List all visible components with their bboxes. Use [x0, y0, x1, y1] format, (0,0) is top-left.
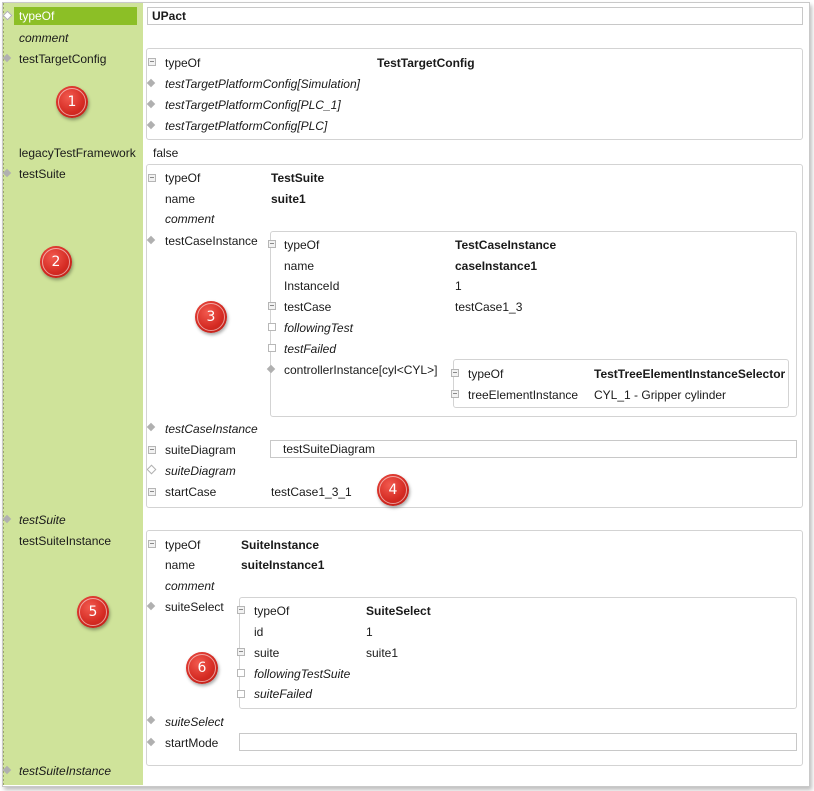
- legacy-test-framework-value[interactable]: false: [153, 146, 179, 160]
- start-mode-label: startMode: [165, 736, 219, 750]
- test-case-instance-add-label[interactable]: testCaseInstance: [165, 422, 258, 436]
- left-column: [3, 3, 143, 785]
- typeof-label: typeOf: [165, 538, 201, 552]
- expand-icon[interactable]: [237, 606, 245, 614]
- typeof-value[interactable]: TestCaseInstance: [455, 238, 557, 252]
- suite-diagram-field[interactable]: [270, 440, 797, 458]
- tree-element-instance-value[interactable]: CYL_1 - Gripper cylinder: [594, 388, 727, 402]
- typeof-label: typeOf: [165, 56, 201, 70]
- typeof-label: typeOf: [284, 238, 320, 252]
- typeof-selected[interactable]: [14, 7, 137, 25]
- expand-icon[interactable]: [451, 369, 459, 377]
- typeof-label: typeOf: [19, 9, 55, 23]
- suite-select-box: [239, 597, 797, 709]
- optional-icon[interactable]: [268, 344, 276, 352]
- instance-id-value[interactable]: 1: [455, 279, 462, 293]
- expand-icon[interactable]: [451, 390, 459, 398]
- instance-id-label: InstanceId: [284, 279, 340, 293]
- typeof-label: typeOf: [468, 367, 504, 381]
- marker-5: 5: [77, 596, 109, 628]
- suite-select-label: suiteSelect: [165, 600, 224, 614]
- suite-diagram-add-label[interactable]: suiteDiagram: [165, 464, 236, 478]
- test-failed-label[interactable]: testFailed: [284, 342, 337, 356]
- platform-config-item[interactable]: testTargetPlatformConfig[PLC]: [165, 119, 328, 133]
- platform-config-item[interactable]: testTargetPlatformConfig[Simulation]: [165, 77, 360, 91]
- tree-element-instance-label: treeElementInstance: [468, 388, 579, 402]
- following-test-label[interactable]: followingTest: [284, 321, 353, 335]
- marker-6: 6: [186, 652, 218, 684]
- expand-icon[interactable]: [268, 240, 276, 248]
- suite-diagram-value: testSuiteDiagram: [283, 442, 376, 456]
- case-instance-name-value[interactable]: caseInstance1: [455, 259, 538, 273]
- expand-icon[interactable]: [237, 648, 245, 656]
- name-label: name: [284, 259, 315, 273]
- following-test-suite-label[interactable]: followingTestSuite: [254, 667, 351, 681]
- test-target-config-label[interactable]: testTargetConfig: [19, 52, 107, 66]
- typeof-value[interactable]: TestTargetConfig: [377, 56, 475, 70]
- optional-icon[interactable]: [237, 690, 245, 698]
- suite-label: suite: [254, 646, 280, 660]
- typeof-label: typeOf: [165, 171, 201, 185]
- expand-icon[interactable]: [148, 488, 156, 496]
- typeof-value[interactable]: TestTreeElementInstanceSelector: [594, 367, 786, 381]
- comment-label[interactable]: comment: [19, 31, 69, 45]
- comment-label[interactable]: comment: [165, 579, 215, 593]
- suite-instance-name-value[interactable]: suiteInstance1: [241, 558, 325, 572]
- marker-1: 1: [56, 86, 88, 118]
- suite-value[interactable]: suite1: [366, 646, 399, 660]
- optional-icon[interactable]: [237, 669, 245, 677]
- expand-icon[interactable]: [148, 540, 156, 548]
- suite-name-value[interactable]: suite1: [271, 192, 306, 206]
- test-suite-add-label[interactable]: testSuite: [19, 513, 66, 527]
- suite-diagram-label: suiteDiagram: [165, 443, 236, 457]
- expand-icon[interactable]: [148, 174, 156, 182]
- expand-icon[interactable]: [148, 446, 156, 454]
- platform-config-item[interactable]: testTargetPlatformConfig[PLC_1]: [165, 98, 341, 112]
- typeof-value[interactable]: TestSuite: [271, 171, 325, 185]
- suite-failed-label[interactable]: suiteFailed: [254, 687, 313, 701]
- name-value: UPact: [152, 9, 187, 23]
- test-suite-instance-add-label[interactable]: testSuiteInstance: [19, 764, 112, 778]
- typeof-value[interactable]: SuiteSelect: [366, 604, 431, 618]
- optional-icon[interactable]: [268, 323, 276, 331]
- id-value[interactable]: 1: [366, 625, 373, 639]
- name-label: name: [165, 558, 196, 572]
- suite-select-add-label[interactable]: suiteSelect: [165, 715, 224, 729]
- controller-instance-label: controllerInstance[cyl<CYL>]: [284, 363, 438, 377]
- marker-2: 2: [40, 246, 72, 278]
- legacy-test-framework-label[interactable]: legacyTestFramework: [19, 146, 136, 160]
- test-case-label: testCase: [284, 300, 332, 314]
- marker-4: 4: [377, 474, 409, 506]
- start-mode-field[interactable]: [239, 733, 797, 751]
- expand-icon[interactable]: [268, 302, 276, 310]
- comment-label[interactable]: comment: [165, 212, 215, 226]
- test-case-instance-label: testCaseInstance: [165, 234, 258, 248]
- marker-3: 3: [195, 301, 227, 333]
- test-suite-instance-label[interactable]: testSuiteInstance: [19, 534, 112, 548]
- typeof-label: typeOf: [254, 604, 290, 618]
- test-suite-label[interactable]: testSuite: [19, 167, 66, 181]
- start-case-value[interactable]: testCase1_3_1: [271, 485, 352, 499]
- name-label: name: [165, 192, 196, 206]
- id-label: id: [254, 625, 264, 639]
- expand-icon[interactable]: [148, 58, 156, 66]
- start-case-label: startCase: [165, 485, 217, 499]
- test-case-value[interactable]: testCase1_3: [455, 300, 523, 314]
- name-input[interactable]: [147, 7, 803, 25]
- typeof-value[interactable]: SuiteInstance: [241, 538, 320, 552]
